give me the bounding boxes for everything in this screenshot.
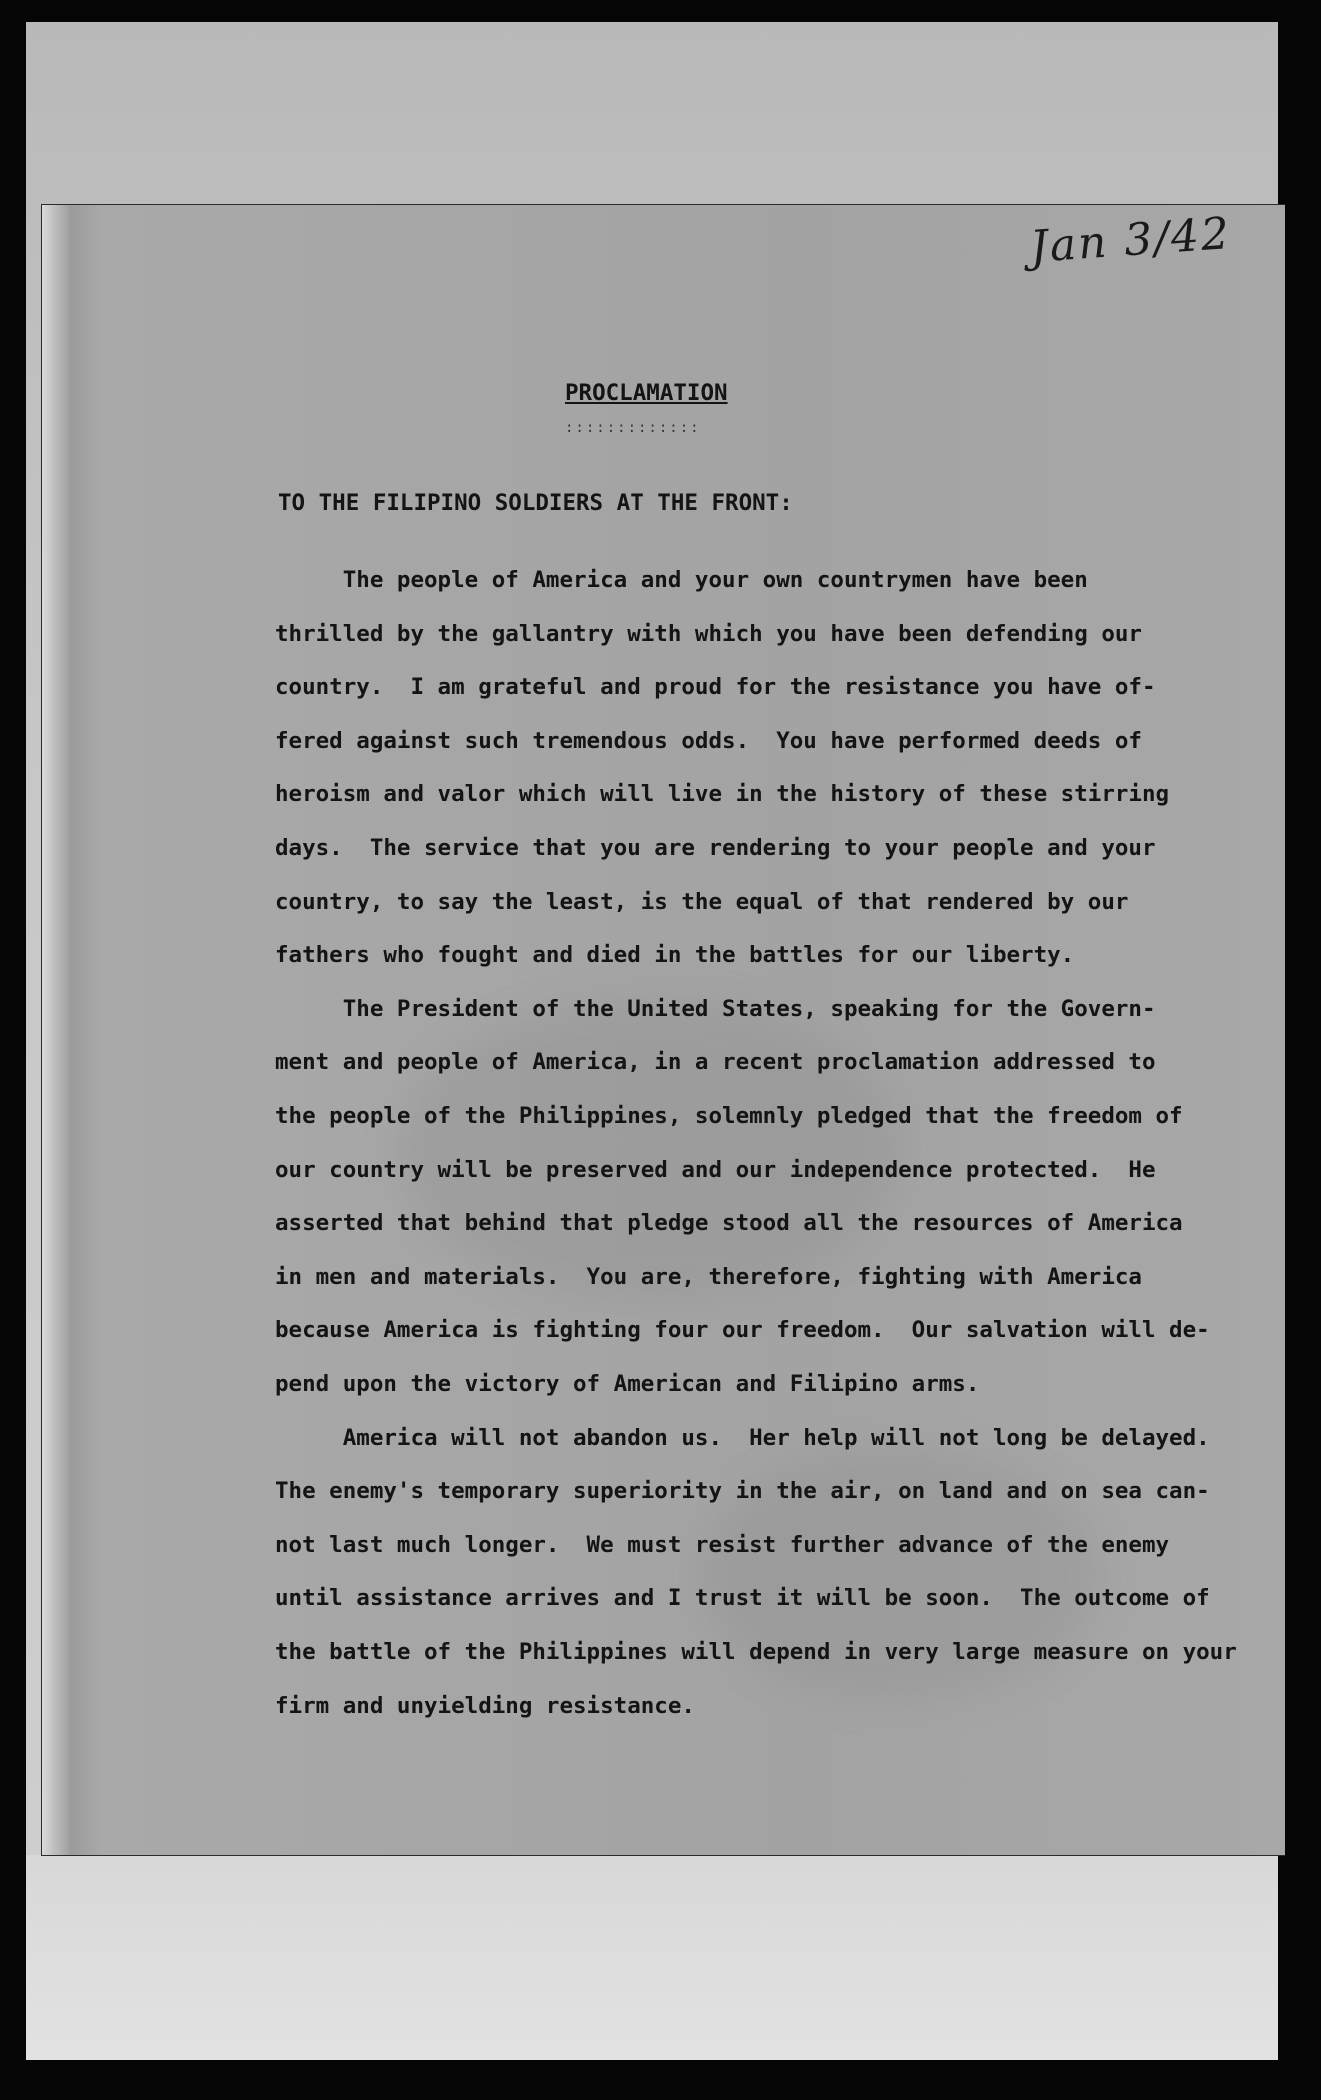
body-line: fathers who fought and died in the battles for our liberty. <box>275 942 1075 969</box>
body-line: thrilled by the gallantry with which you have been defending our <box>275 620 1142 647</box>
page-fold-edge <box>42 205 72 1855</box>
body-line: the battle of the Philippines will depend in very large measure on your <box>275 1639 1237 1665</box>
right-border <box>1285 0 1321 2100</box>
document-title: PROCLAMATION <box>565 380 728 406</box>
body-line: heroism and valor which will live in the history of these stirring <box>275 781 1170 808</box>
body-line: because America is fighting four our freedom. Our salvation will de- <box>275 1317 1210 1344</box>
body-line: our country will be preserved and our independence protected. He <box>275 1156 1156 1183</box>
body-line: firm and unyielding resistance. <box>275 1692 695 1719</box>
body-line: America will not abandon us. Her help will not long be delayed. <box>275 1424 1210 1451</box>
body-line: ment and people of America, in a recent proclamation addressed to <box>275 1049 1156 1076</box>
title-underline-rule: ::::::::::::: <box>565 420 701 436</box>
body-line: until assistance arrives and I trust it will be soon. The outcome of <box>275 1585 1210 1612</box>
body-line: days. The service that you are rendering to your people and your <box>275 835 1156 861</box>
body-line: in men and materials. You are, therefore, fighting with America <box>275 1263 1142 1290</box>
body-line: country. I am grateful and proud for the resistance you have of- <box>275 674 1156 701</box>
body-line: the people of the Philippines, solemnly pledged that the freedom of <box>275 1103 1183 1129</box>
body-line: The people of America and your own countrymen have been <box>275 567 1088 593</box>
body-line: The enemy's temporary superiority in the air, on land and on sea can- <box>275 1478 1210 1505</box>
body-line: The President of the United States, speaking for the Govern- <box>275 995 1156 1022</box>
paper-stain <box>400 1000 900 1300</box>
body-line: not last much longer. We must resist further advance of the enemy <box>275 1531 1170 1558</box>
handwritten-date: Jan 3/42 <box>1028 208 1233 273</box>
back-sheet-lower <box>26 1855 1278 2060</box>
body-line: country, to say the least, is the equal of that rendered by our <box>275 888 1129 915</box>
body-line: fered against such tremendous odds. You have performed deeds of <box>275 727 1142 754</box>
body-line: asserted that behind that pledge stood all the resources of America <box>275 1210 1183 1237</box>
body-line: pend upon the victory of American and Filipino arms. <box>275 1371 980 1397</box>
salutation: TO THE FILIPINO SOLDIERS AT THE FRONT: <box>278 490 793 516</box>
